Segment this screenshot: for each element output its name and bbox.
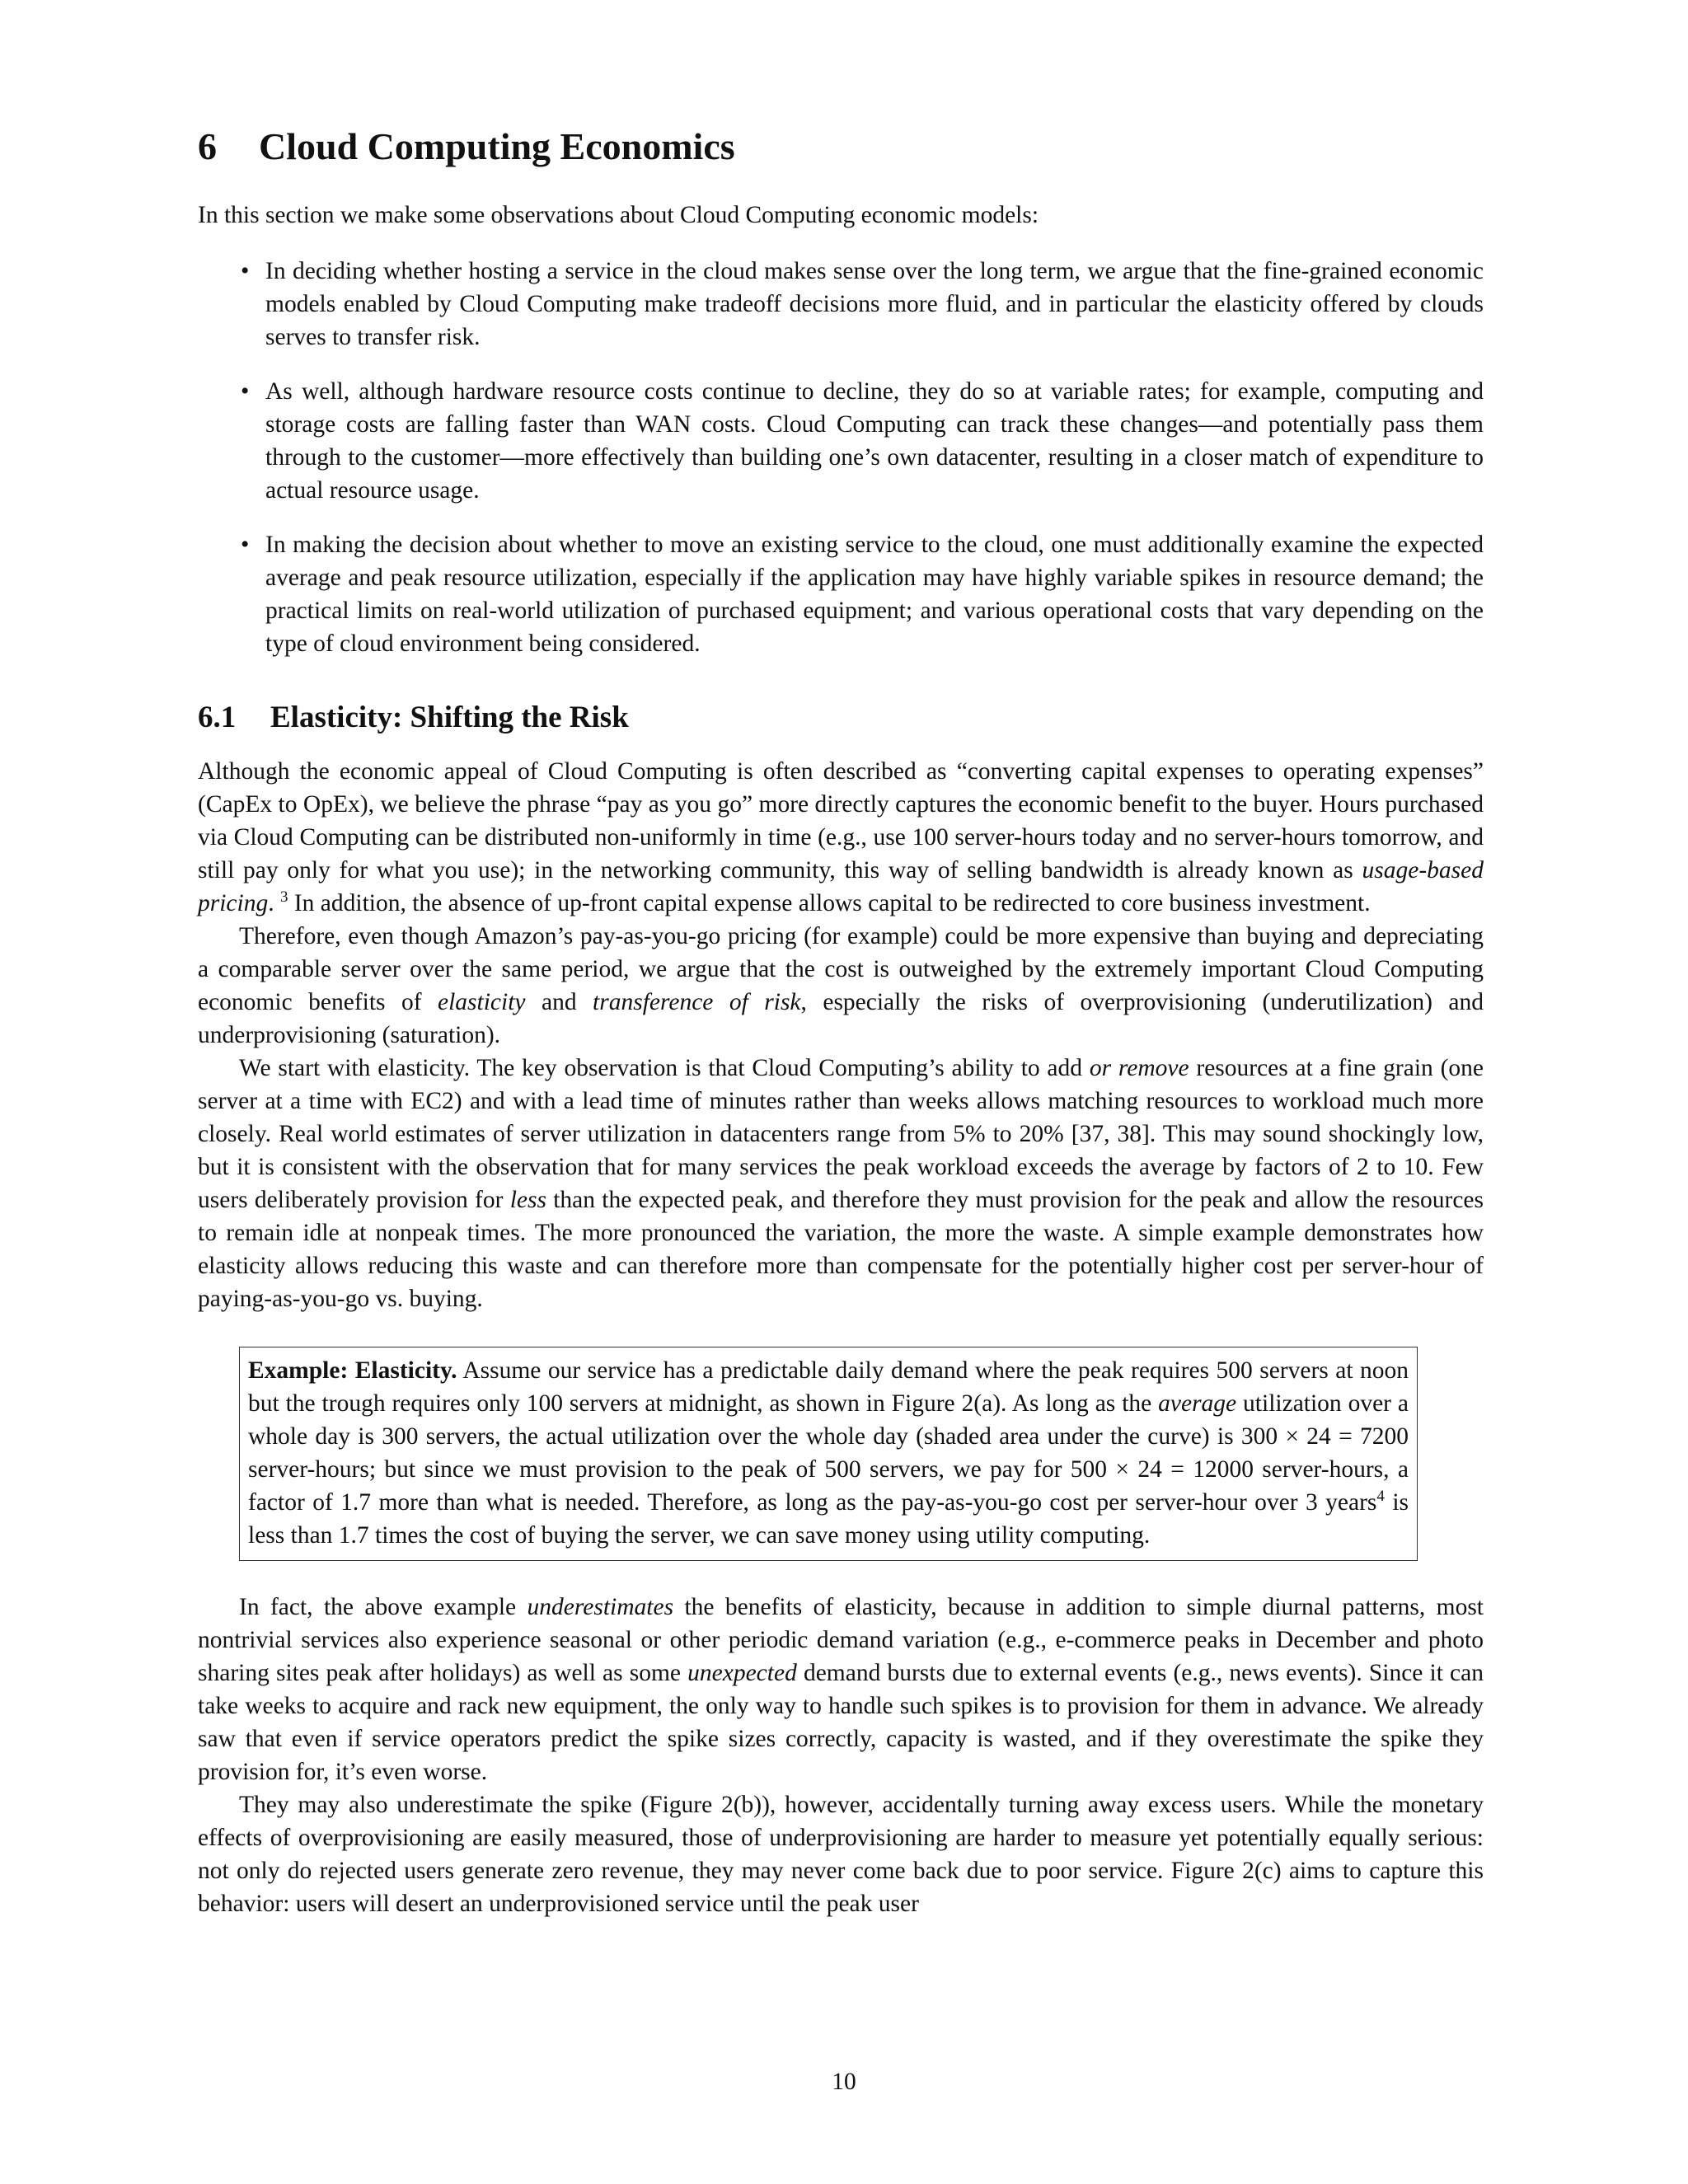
subsection-number: 6.1 xyxy=(198,701,237,735)
text-run: In addition, the absence of up-front capital expense allows capital to be redirected to core business investment. xyxy=(288,889,1371,916)
text-run: Assume our service has a predictable daily demand where the peak requires 500 servers at noon but the trough requires only 100 servers at midnight, as shown in Figure 2(a). As long as the xyxy=(248,1357,1409,1417)
bullet-icon: • xyxy=(241,532,250,559)
text-run: resources at a fine grain (one server at a time with EC2) and with a lead time of minutes rather than weeks allows matching resources to workload much more closely. Real world estimates of server utilization in datacenters range from 5% to 20% [37, 38]. This may sound shockingly low, but it is consistent with the observation that for many services the peak workload exceeds the average by factors of 2 to 10. Few users deliberately provision for xyxy=(198,1054,1484,1213)
bullet-text: In deciding whether hosting a service in the cloud makes sense over the long term, we argue that the fine-grained economic models enabled by Cloud Computing make tradeoff decisions more fluid, and in particular the elasticity offered by clouds serves to transfer risk. xyxy=(265,258,1484,351)
paragraph-2 xyxy=(198,920,1484,1052)
text-run: We start with elasticity. The key observation is that Cloud Computing’s ability to add xyxy=(239,1054,1090,1081)
text-run: . xyxy=(268,889,280,916)
paragraph-4 xyxy=(198,1591,1484,1788)
example-label: Example: Elasticity. xyxy=(248,1357,457,1384)
section-number: 6 xyxy=(198,125,217,167)
text-run: is less than 1.7 times the cost of buying the server, we can save money using utility computing. xyxy=(248,1488,1409,1549)
text-run: In fact, the above example xyxy=(239,1593,528,1620)
subsection-heading xyxy=(198,700,1484,736)
bullet-list xyxy=(198,255,1484,660)
emphasis-text: or remove xyxy=(1089,1054,1189,1081)
section-title: Cloud Computing Economics xyxy=(259,125,735,167)
bullet-icon: • xyxy=(241,378,250,405)
bullet-text: In making the decision about whether to move an existing service to the cloud, one must additionally examine the expected average and peak resource utilization, especially if the application may have highly variable spikes in resource demand; the practical limits on real-world utilization of purchased equipment; and various operational costs that vary depending on the type of cloud environment being considered. xyxy=(265,532,1484,658)
list-item xyxy=(241,528,1484,660)
text-run: than the expected peak, and therefore they must provision for the peak and allow the resources to remain idle at nonpeak times. The more pronounced the variation, the more the waste. A simple example demonstrates how elasticity allows reducing this waste and can therefore more than compensate for the potentially higher cost per server-hour of paying-as-you-go vs. buying. xyxy=(198,1186,1484,1312)
example-box xyxy=(239,1347,1418,1561)
bullet-icon: • xyxy=(241,258,250,285)
text-run: Therefore, even though Amazon’s pay-as-you-go pricing (for example) could be more expensive than buying and depreciating a comparable server over the same period, we argue that the cost is outweighed by the extremely important Cloud Computing economic benefits of xyxy=(198,922,1484,1015)
example-text xyxy=(248,1354,1409,1552)
page-content xyxy=(198,124,1484,1920)
section-heading xyxy=(198,124,1484,169)
section-intro: In this section we make some observations about Cloud Computing economic models: xyxy=(198,202,1039,229)
emphasis-text: usage-based pricing xyxy=(198,856,1484,916)
emphasis-text: less xyxy=(509,1186,546,1213)
emphasis-text: unexpected xyxy=(687,1659,797,1686)
bullet-text: As well, although hardware resource costs continue to decline, they do so at variable rates; for example, computing and storage costs are falling faster than WAN costs. Cloud Computing can track these changes—and potentially pass them through to the customer—more effectively than building one’s own datacenter, resulting in a closer match of expenditure to actual resource usage. xyxy=(265,378,1484,504)
paragraph-1 xyxy=(198,755,1484,920)
emphasis-text: elasticity xyxy=(438,988,526,1015)
text-run: the benefits of elasticity, because in addition to simple diurnal patterns, most nontrivial services also experience seasonal or other periodic demand variation (e.g., e-commerce peaks in December and photo sharing sites peak after holidays) as well as some xyxy=(198,1593,1484,1686)
paragraph-5: They may also underestimate the spike (Figure 2(b)), however, accidentally turning away excess users. While the monetary effects of overprovisioning are easily measured, those of underprovisioning are harder to measure yet potentially equally serious: not only do rejected users generate zero revenue, they may never come back due to poor service. Figure 2(c) aims to capture this behavior: users will desert an underprovisioned service until the peak user xyxy=(198,1791,1484,1917)
footnote-marker[interactable]: 3 xyxy=(279,888,288,906)
subsection-title: Elasticity: Shifting the Risk xyxy=(270,701,629,735)
footnote-marker[interactable]: 4 xyxy=(1376,1487,1385,1505)
text-run: , especially the risks of overprovisioning (underutilization) and underprovisioning (saturation). xyxy=(198,988,1484,1048)
text-run: Although the economic appeal of Cloud Computing is often described as “converting capital expenses to operating expenses” (CapEx to OpEx), we believe the phrase “pay as you go” more directly captures the economic benefit to the buyer. Hours purchased via Cloud Computing can be distributed non-uniformly in time (e.g., use 100 server-hours today and no server-hours tomorrow, and still pay only for what you use); in the networking community, this way of selling bandwidth is already known as xyxy=(198,757,1484,883)
list-item xyxy=(241,375,1484,507)
emphasis-text: transference of risk xyxy=(593,988,801,1015)
page-number: 10 xyxy=(832,2069,856,2095)
text-run: demand bursts due to external events (e.g., news events). Since it can take weeks to acquire and rack new equipment, the only way to handle such spikes is to provision for them in advance. We already saw that even if service operators predict the spike sizes correctly, capacity is wasted, and if they overestimate the spike they provision for, it’s even worse. xyxy=(198,1659,1484,1785)
emphasis-text: average xyxy=(1158,1390,1237,1417)
paragraph-3 xyxy=(198,1052,1484,1315)
list-item xyxy=(241,255,1484,354)
emphasis-text: underestimates xyxy=(527,1593,674,1620)
text-run: and xyxy=(525,988,593,1015)
text-run: utilization over a whole day is 300 servers, the actual utilization over the whole day (shaded area under the curve) is 300 × 24 = 7200 server-hours; but since we must provision to the peak of 500 servers, we pay for 500 × 24 = 12000 server-hours, a factor of 1.7 more than what is needed. Therefore, as long as the pay-as-you-go cost per server-hour over 3 years xyxy=(248,1390,1409,1516)
